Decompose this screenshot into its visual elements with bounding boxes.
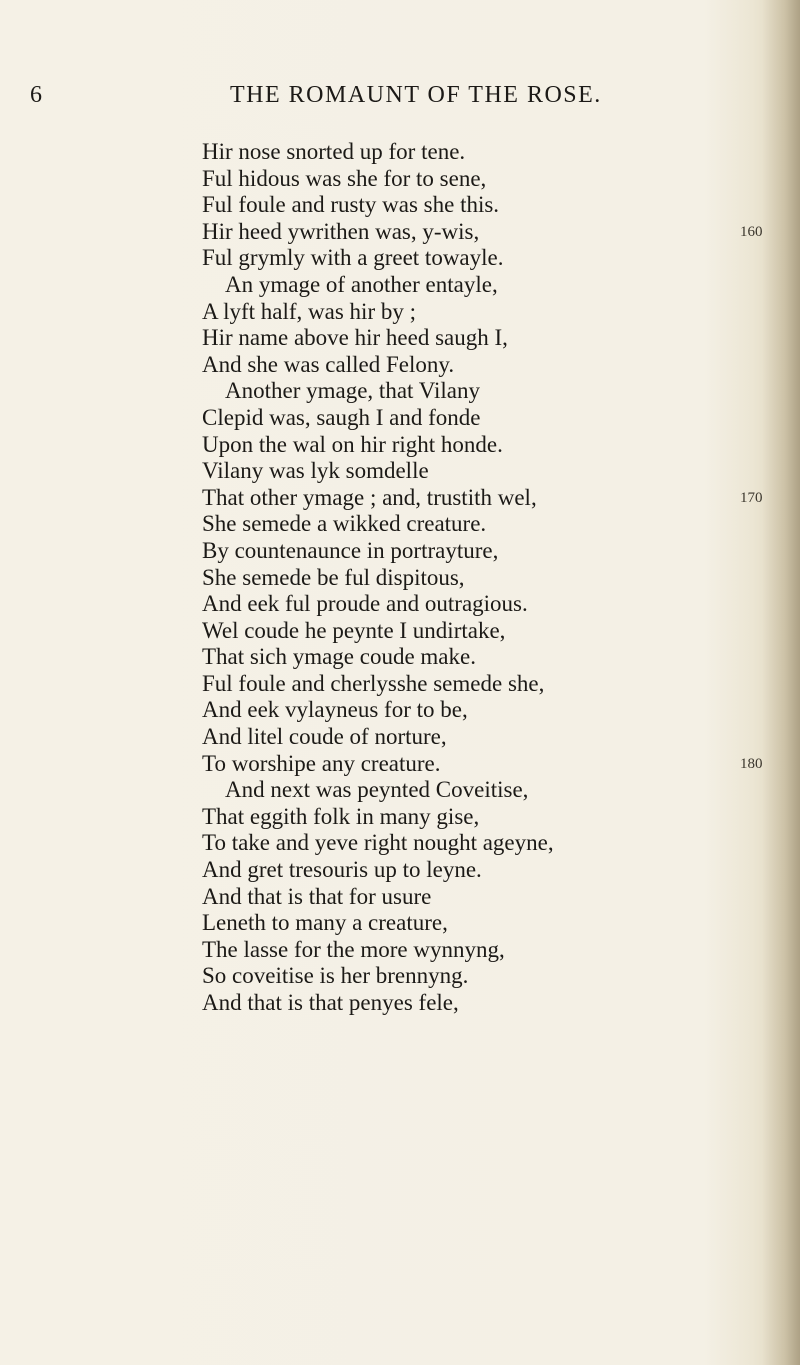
poem-line (202, 990, 762, 1017)
poem-line (202, 245, 762, 272)
poem-line (202, 219, 762, 246)
poem-line-text: Ful foule and cherlysshe semede she, (202, 670, 545, 696)
poem-line-text: That other ymage ; and, trustith wel, (202, 484, 537, 510)
poem-line-text: The lasse for the more wynnyng, (202, 936, 505, 962)
poem-line (202, 565, 762, 592)
poem-line-text: And next was peynted Coveitise, (225, 777, 529, 803)
poem-line (202, 192, 762, 219)
poem-text (202, 139, 762, 1017)
poem-line-text: Ful hidous was she for to sene, (202, 165, 487, 191)
poem-line-text: Another ymage, that Vilany (225, 378, 480, 404)
poem-line-text: Hir name above hir heed saugh I, (202, 325, 508, 351)
poem-line-text: Hir nose snorted up for tene. (202, 139, 466, 164)
poem-line-text: That eggith folk in many gise, (202, 803, 480, 829)
poem-line-text: And eek ful proude and outragious. (202, 591, 528, 617)
poem-line (202, 325, 762, 352)
poem-line-text: Vilany was lyk somdelle (202, 458, 429, 484)
poem-line-text: Leneth to many a creature, (202, 910, 448, 936)
poem-line (202, 378, 762, 405)
poem-line (202, 166, 762, 193)
poem-line-text: And litel coude of norture, (202, 724, 447, 750)
poem-line (202, 644, 762, 671)
poem-line-text: And gret tresouris up to leyne. (202, 857, 482, 883)
poem-line (202, 405, 762, 432)
poem-line-text: Ful foule and rusty was she this. (202, 192, 500, 218)
poem-line-text: So coveitise is her brennyng. (202, 963, 469, 989)
poem-line (202, 830, 762, 857)
poem-line-text: Hir heed ywrithen was, y-wis, (202, 218, 480, 244)
page-number: 6 (30, 82, 43, 108)
poem-line-text: Upon the wal on hir right honde. (202, 431, 503, 457)
poem-line (202, 751, 762, 778)
running-head (0, 82, 800, 122)
poem-line-text: She semede be ful dispitous, (202, 564, 465, 590)
poem-line (202, 432, 762, 459)
poem-line (202, 777, 762, 804)
poem-line (202, 538, 762, 565)
poem-line-text: That sich ymage coude make. (202, 644, 476, 670)
line-number: 170 (740, 489, 763, 506)
poem-line (202, 857, 762, 884)
poem-line-text: Wel coude he peynte I undirtake, (202, 617, 506, 643)
poem-line-text: To take and yeve right nought ageyne, (202, 830, 554, 856)
poem-line (202, 511, 762, 538)
poem-line-text: By countenaunce in portrayture, (202, 537, 499, 563)
poem-line (202, 724, 762, 751)
poem-line (202, 697, 762, 724)
poem-line-text: She semede a wikked creature. (202, 511, 487, 537)
poem-line (202, 591, 762, 618)
poem-line (202, 671, 762, 698)
poem-line (202, 139, 762, 166)
poem-line (202, 485, 762, 512)
poem-line (202, 963, 762, 990)
running-title: THE ROMAUNT OF THE ROSE. (230, 82, 602, 108)
poem-line (202, 618, 762, 645)
poem-line-text: An ymage of another entayle, (225, 271, 498, 297)
poem-line-text: Ful grymly with a greet towayle. (202, 245, 504, 271)
line-number: 180 (740, 755, 763, 772)
poem-line-text: And that is that for usure (202, 883, 432, 909)
poem-line (202, 884, 762, 911)
poem-line (202, 458, 762, 485)
page-edge-shadow (762, 0, 800, 1365)
poem-line-text: A lyft half, was hir by ; (202, 298, 416, 324)
poem-line (202, 299, 762, 326)
poem-line (202, 272, 762, 299)
poem-line (202, 937, 762, 964)
poem-line (202, 352, 762, 379)
poem-line (202, 910, 762, 937)
poem-line-text: And that is that penyes fele, (202, 990, 459, 1015)
poem-line-text: Clepid was, saugh I and fonde (202, 404, 481, 430)
poem-line-text: And she was called Felony. (202, 351, 455, 377)
poem-line-text: And eek vylayneus for to be, (202, 697, 468, 723)
poem-line (202, 804, 762, 831)
poem-line-text: To worshipe any creature. (202, 750, 441, 776)
line-number: 160 (740, 223, 763, 240)
